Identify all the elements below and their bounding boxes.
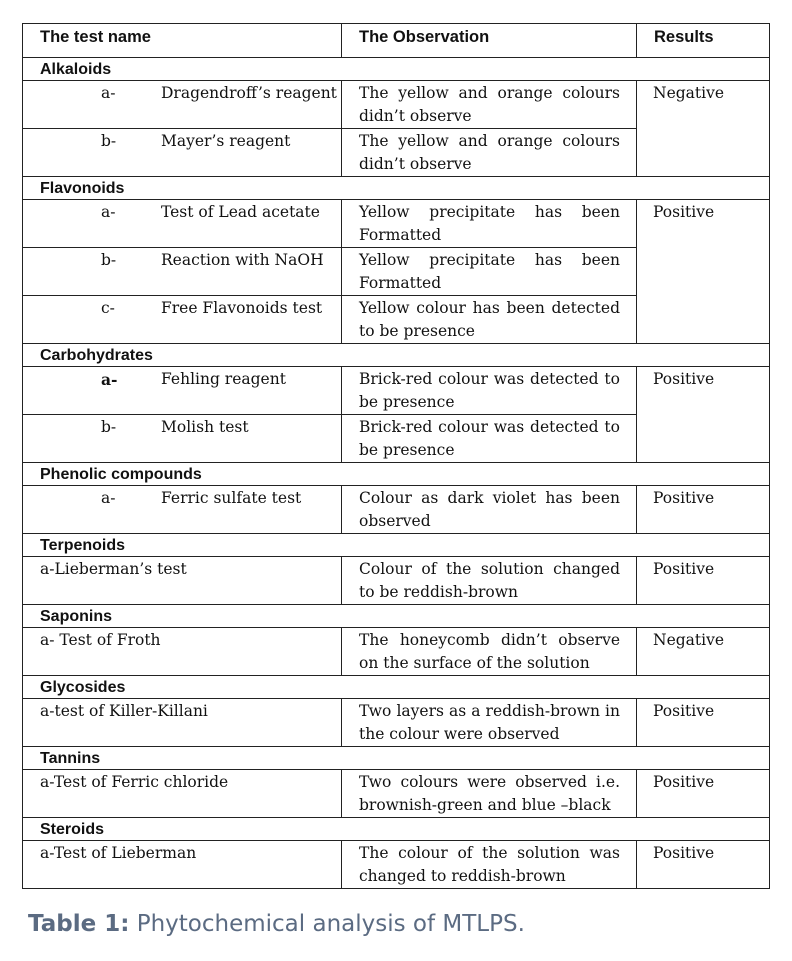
result-value: Positive <box>653 702 715 720</box>
test-letter: c- <box>101 299 115 317</box>
test-name: Ferric sulfate test <box>161 489 302 507</box>
caption-label: Table 1: <box>28 911 130 937</box>
test-name: a-test of Killer-Killani <box>40 702 208 720</box>
section-row <box>23 605 770 628</box>
test-name: Reaction with NaOH <box>161 251 324 269</box>
test-letter: b- <box>101 251 117 269</box>
table-caption <box>28 911 525 937</box>
test-entry <box>23 81 341 105</box>
test-name-cell <box>23 486 342 534</box>
table-row <box>23 557 770 605</box>
test-name-cell <box>23 699 342 747</box>
test-name: a-Lieberman’s test <box>40 560 187 578</box>
test-letter: a- <box>101 370 118 389</box>
observation-text: The yellow and orange colours didn’t observe <box>359 84 620 125</box>
result-value: Positive <box>653 560 715 578</box>
table-row <box>23 367 770 415</box>
test-name: a- Test of Froth <box>40 631 161 649</box>
result-cell <box>637 200 770 344</box>
result-cell <box>637 81 770 177</box>
result-value: Positive <box>653 844 715 862</box>
result-value: Positive <box>653 489 715 507</box>
result-cell <box>637 367 770 463</box>
result-cell <box>637 486 770 534</box>
test-letter: a- <box>101 84 116 102</box>
table-row <box>23 699 770 747</box>
section-row <box>23 177 770 200</box>
section-row <box>23 747 770 770</box>
header-results: Results <box>637 24 770 58</box>
test-name: Free Flavonoids test <box>161 299 323 317</box>
section-title: Glycosides <box>23 676 770 699</box>
section-title: Flavonoids <box>23 177 770 200</box>
test-letter: a- <box>101 489 116 507</box>
observation-text: Brick-red colour was detected to be presence <box>359 370 620 411</box>
test-name-cell <box>23 81 342 129</box>
observation-text: Yellow precipitate has been Formatted <box>359 203 620 244</box>
test-name-cell <box>23 367 342 415</box>
test-entry <box>23 296 341 320</box>
observation-text: Two colours were observed i.e. brownish-green and blue –black <box>359 773 620 814</box>
observation-cell <box>342 367 637 415</box>
result-cell <box>637 557 770 605</box>
section-row <box>23 344 770 367</box>
test-letter: b- <box>101 418 117 436</box>
section-title: Saponins <box>23 605 770 628</box>
table-row <box>23 841 770 889</box>
section-row <box>23 58 770 81</box>
table-body <box>23 24 770 889</box>
result-value: Positive <box>653 773 715 791</box>
observation-cell <box>342 129 637 177</box>
observation-text: Colour as dark violet has been observed <box>359 489 620 530</box>
test-name-cell <box>23 628 342 676</box>
test-letter: a- <box>101 203 116 221</box>
observation-cell <box>342 200 637 248</box>
section-row <box>23 676 770 699</box>
result-cell <box>637 628 770 676</box>
observation-cell <box>342 841 637 889</box>
observation-text: Two layers as a reddish-brown in the colour were observed <box>359 702 620 743</box>
test-name: a-Test of Ferric chloride <box>40 773 229 791</box>
result-value: Negative <box>653 631 725 649</box>
test-entry <box>23 248 341 272</box>
result-value: Positive <box>653 370 715 388</box>
result-cell <box>637 841 770 889</box>
table-row <box>23 81 770 129</box>
header-observation: The Observation <box>342 24 637 58</box>
section-title: Tannins <box>23 747 770 770</box>
observation-text: Yellow colour has been detected to be presence <box>359 299 620 340</box>
test-letter: b- <box>101 132 117 150</box>
test-name-cell <box>23 296 342 344</box>
test-name-cell <box>23 557 342 605</box>
test-name: Dragendroff’s reagent <box>161 84 337 102</box>
test-entry <box>23 367 341 391</box>
test-entry <box>23 200 341 224</box>
section-title: Terpenoids <box>23 534 770 557</box>
test-name-cell <box>23 129 342 177</box>
result-value: Negative <box>653 84 725 102</box>
section-title: Phenolic compounds <box>23 463 770 486</box>
section-title: Carbohydrates <box>23 344 770 367</box>
table-row <box>23 770 770 818</box>
header-row <box>23 24 770 58</box>
test-name: Molish test <box>161 418 249 436</box>
test-name: Mayer’s reagent <box>161 132 291 150</box>
observation-text: Colour of the solution changed to be reddish-brown <box>359 560 620 601</box>
table-row <box>23 200 770 248</box>
result-cell <box>637 770 770 818</box>
observation-text: Yellow precipitate has been Formatted <box>359 251 620 292</box>
observation-cell <box>342 81 637 129</box>
observation-text: The colour of the solution was changed to reddish-brown <box>359 844 620 885</box>
test-name: Test of Lead acetate <box>161 203 320 221</box>
test-name-cell <box>23 248 342 296</box>
table-row <box>23 486 770 534</box>
section-row <box>23 818 770 841</box>
result-cell <box>637 699 770 747</box>
test-entry <box>23 415 341 439</box>
test-name-cell <box>23 770 342 818</box>
observation-cell <box>342 699 637 747</box>
test-name-cell <box>23 200 342 248</box>
test-name-cell <box>23 415 342 463</box>
observation-text: The yellow and orange colours didn’t observe <box>359 132 620 173</box>
header-test-name: The test name <box>23 24 342 58</box>
observation-cell <box>342 296 637 344</box>
observation-cell <box>342 628 637 676</box>
test-entry <box>23 129 341 153</box>
observation-text: Brick-red colour was detected to be presence <box>359 418 620 459</box>
section-row <box>23 534 770 557</box>
test-name: Fehling reagent <box>161 370 286 388</box>
observation-text: The honeycomb didn’t observe on the surface of the solution <box>359 631 620 672</box>
result-value: Positive <box>653 203 715 221</box>
section-title: Steroids <box>23 818 770 841</box>
test-name-cell <box>23 841 342 889</box>
observation-cell <box>342 770 637 818</box>
phytochemical-table <box>22 23 770 889</box>
section-title: Alkaloids <box>23 58 770 81</box>
test-entry <box>23 486 341 510</box>
observation-cell <box>342 486 637 534</box>
section-row <box>23 463 770 486</box>
table-row <box>23 628 770 676</box>
caption-text: Phytochemical analysis of MTLPS. <box>129 911 525 937</box>
observation-cell <box>342 248 637 296</box>
observation-cell <box>342 557 637 605</box>
test-name: a-Test of Lieberman <box>40 844 197 862</box>
observation-cell <box>342 415 637 463</box>
